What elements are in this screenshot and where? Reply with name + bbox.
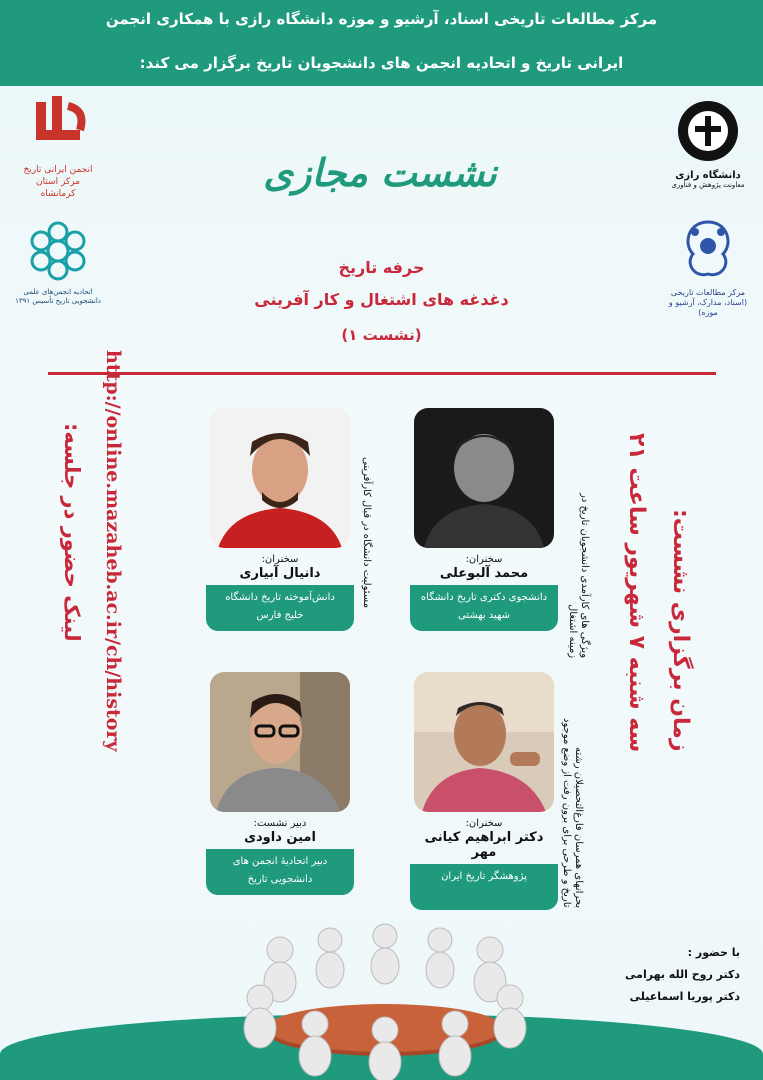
attendance-block <box>560 942 740 1008</box>
speaker-card <box>206 408 354 631</box>
moderator-card <box>206 672 354 895</box>
moderator-description: دبیر اتحادیهٔ انجمن های دانشجویی تاریخ <box>206 849 354 895</box>
attendance-label: با حضور : <box>687 946 740 959</box>
history-center-emblem-icon <box>673 214 743 284</box>
union-logo-caption: اتحادیه انجمن‌های علمی دانشجویی تاریخ تأسیس ۱۳۹۱ <box>15 288 101 305</box>
speaker-topic: ویژگی های کارآمدی دانشجویان تاریخ در زمینه اشتغال <box>567 492 590 658</box>
razi-logo-caption: دانشگاه رازی <box>675 170 741 181</box>
speaker-photo <box>210 672 350 812</box>
speaker-role: سخنران: <box>465 818 503 829</box>
moderator-role: دبیر نشست: <box>253 818 307 829</box>
razi-emblem-icon <box>673 96 743 166</box>
speaker-description: دانشجوی دکتری تاریخ دانشگاه شهید بهشتی <box>410 585 558 631</box>
speaker-photo <box>414 672 554 812</box>
header-line-1: مرکز مطالعات تاریخی اسناد، آرشیو و موزه دانشگاه رازی با همکاری انجمن <box>105 10 658 28</box>
association-mark-icon <box>28 96 88 152</box>
speaker-card <box>410 408 558 631</box>
guest-name: دکتر پوریا اسماعیلی <box>629 990 740 1003</box>
history-center-logo <box>660 214 756 318</box>
speaker-role: سخنران: <box>465 554 503 565</box>
speaker-role: سخنران: <box>261 554 299 565</box>
history-center-caption: مرکز مطالعات تاریخی (اسناد، مدارک، آرشیو و موزه) <box>668 288 748 317</box>
divider <box>48 372 716 375</box>
event-topic: دغدغه های اشتغال و کار آفرینی <box>254 290 509 309</box>
moderator-name: امین داودی <box>244 830 316 845</box>
speaker-name: دانیال آبیاری <box>239 566 321 581</box>
speaker-name: محمد آلبوعلی <box>439 566 529 581</box>
time-value: سه شنبه ۷ شهریور ساعت ۲۱ <box>624 432 649 752</box>
event-type-title: نشست مجازی <box>263 150 497 195</box>
speaker-photo <box>210 408 350 548</box>
speaker-description: دانش‌آموخته تاریخ دانشگاه خلیج فارس <box>206 585 354 631</box>
header-line-2: ایرانی تاریخ و اتحادیه انجمن های دانشجویان تاریخ برگزار می کند: <box>139 54 624 72</box>
guest-name: دکتر روح الله بهرامی <box>625 968 740 981</box>
event-session: (نشست ۱) <box>341 326 422 344</box>
speaker-photo <box>414 408 554 548</box>
student-union-logo <box>10 218 106 306</box>
meeting-link[interactable]: http://online.mazaheb.ac.ir/ch/history <box>102 350 124 752</box>
association-logo-caption: انجمن ایرانی تاریخ مرکز استان کرمانشاه <box>23 165 93 199</box>
event-series: حرفه تاریخ <box>338 258 425 277</box>
speaker-topic: مسئولیت دانشگاه در قبال کارآفرینی <box>361 456 372 608</box>
razi-university-logo <box>660 96 756 189</box>
speaker-name: دکتر ابراهیم کیانی مهر <box>424 830 544 860</box>
speaker-description: پژوهشگر تاریخ ایران <box>410 864 558 910</box>
time-label: زمان برگزاری نشست: <box>668 509 693 752</box>
razi-logo-subcaption: معاونت پژوهش و فناوری <box>671 181 745 189</box>
speaker-topic: بحرانهای همرسان فارغ‌التحصیلان رشته تاریخ و طرحی برای برون رفت از وضع موجود <box>561 718 584 908</box>
link-label: لینک حضور در جلسه: <box>60 423 84 642</box>
meeting-table-illustration <box>220 920 550 1080</box>
header-banner <box>0 0 763 86</box>
speaker-card <box>410 672 558 910</box>
union-rosette-icon <box>23 218 93 284</box>
iranian-history-association-logo <box>18 96 98 200</box>
